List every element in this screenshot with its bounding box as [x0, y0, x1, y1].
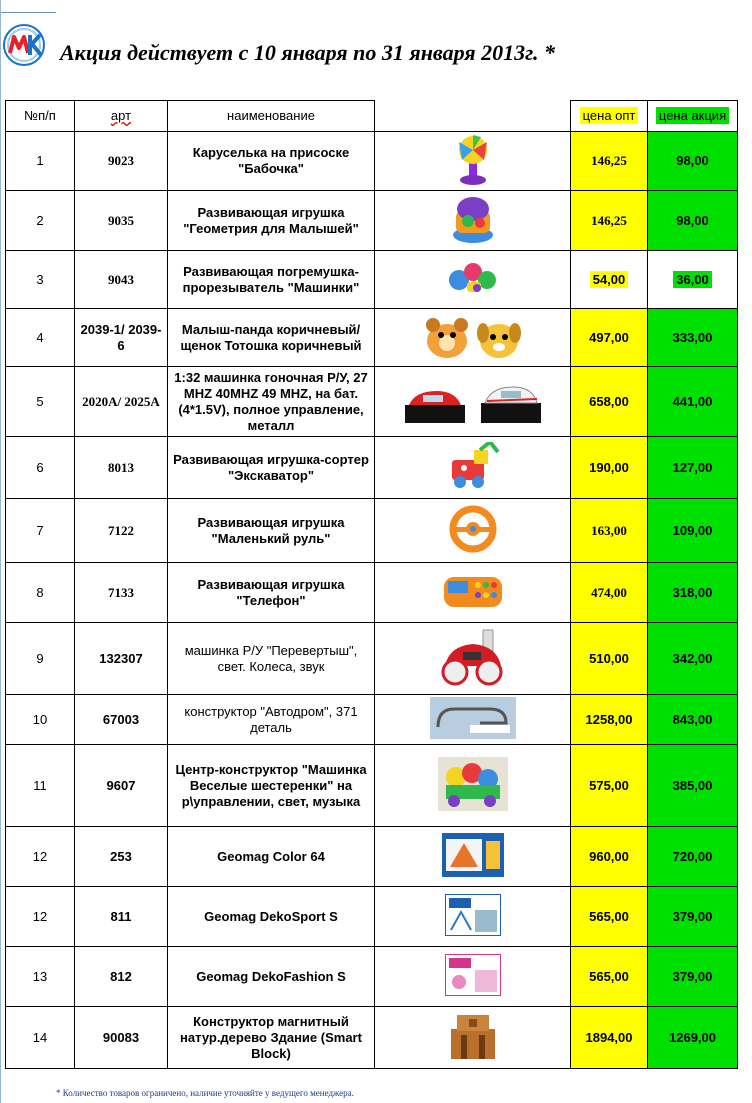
- row-image: [375, 563, 571, 623]
- geomag-color-image: [442, 833, 504, 881]
- flip-car-image: [439, 626, 507, 692]
- table-row: [6, 437, 738, 499]
- row-price-promo: 318,00: [648, 563, 738, 623]
- row-article: 2039-1/ 2039-6: [75, 309, 168, 367]
- footnote: * Количество товаров ограничено, наличие уточняйте у ведущего менеджера.: [56, 1088, 354, 1098]
- row-price-promo: 441,00: [648, 367, 738, 437]
- row-image: [375, 947, 571, 1007]
- geomag-dekosport-image: [445, 894, 501, 940]
- row-image: [375, 251, 571, 309]
- row-number: 3: [6, 251, 75, 309]
- row-price-opt: 497,00: [571, 309, 648, 367]
- row-price-promo: 720,00: [648, 827, 738, 887]
- header-image: [375, 101, 571, 132]
- row-price-promo: 342,00: [648, 623, 738, 695]
- row-price-opt: 54,00: [571, 251, 648, 309]
- table-row: [6, 745, 738, 827]
- row-price-promo: 1269,00: [648, 1007, 738, 1069]
- row-price-promo: 98,00: [648, 191, 738, 251]
- rc-cars-image: [403, 371, 543, 433]
- smart-block-image: [447, 1009, 499, 1067]
- row-number: 10: [6, 695, 75, 745]
- row-number: 7: [6, 499, 75, 563]
- row-number: 5: [6, 367, 75, 437]
- row-article: 9607: [75, 745, 168, 827]
- row-name: Geomag DekoFashion S: [168, 947, 375, 1007]
- steering-wheel-image: [449, 505, 497, 557]
- row-article: 811: [75, 887, 168, 947]
- page-title: Акция действует с 10 января по 31 января 2013г. *: [60, 40, 555, 65]
- row-article: 9035: [75, 191, 168, 251]
- rattle-toy-image: [447, 258, 499, 302]
- row-price-opt: 146,25: [571, 132, 648, 191]
- table-row: [6, 191, 738, 251]
- row-article: 8013: [75, 437, 168, 499]
- row-price-promo: 843,00: [648, 695, 738, 745]
- table-row: [6, 309, 738, 367]
- table-row: [6, 623, 738, 695]
- row-name: Развивающая игрушка "Геометрия для Малышей": [168, 191, 375, 251]
- row-article: 9043: [75, 251, 168, 309]
- row-price-promo: 379,00: [648, 947, 738, 1007]
- row-price-opt: 575,00: [571, 745, 648, 827]
- row-image: [375, 745, 571, 827]
- table-row: [6, 827, 738, 887]
- row-name: Geomag DekoSport S: [168, 887, 375, 947]
- row-image: [375, 367, 571, 437]
- geometry-toy-image: [450, 193, 496, 249]
- row-name: Конструктор магнитный натур.дерево Здание (Smart Block): [168, 1007, 375, 1069]
- row-article: 9023: [75, 132, 168, 191]
- header-name: наименование: [168, 101, 375, 132]
- row-number: 2: [6, 191, 75, 251]
- page-margin-line: [0, 0, 1, 1103]
- table-row: [6, 563, 738, 623]
- table-row: [6, 251, 738, 309]
- excavator-toy-image: [446, 442, 500, 494]
- row-price-promo: 379,00: [648, 887, 738, 947]
- row-price-opt: 146,25: [571, 191, 648, 251]
- row-price-promo: 385,00: [648, 745, 738, 827]
- row-article: 90083: [75, 1007, 168, 1069]
- geomag-dekofashion-image: [445, 954, 501, 1000]
- header-opt: цена опт: [571, 101, 648, 132]
- row-article: 2020A/ 2025A: [75, 367, 168, 437]
- row-article: 67003: [75, 695, 168, 745]
- header-num: №п/п: [6, 101, 75, 132]
- table-row: [6, 499, 738, 563]
- row-price-opt: 510,00: [571, 623, 648, 695]
- gears-car-image: [438, 757, 508, 815]
- row-price-promo: 109,00: [648, 499, 738, 563]
- row-price-opt: 163,00: [571, 499, 648, 563]
- company-logo: [0, 20, 50, 70]
- row-number: 12: [6, 827, 75, 887]
- row-image: [375, 309, 571, 367]
- row-price-opt: 190,00: [571, 437, 648, 499]
- row-image: [375, 623, 571, 695]
- row-price-opt: 1894,00: [571, 1007, 648, 1069]
- row-number: 13: [6, 947, 75, 1007]
- row-name: Развивающая игрушка-сортер "Экскаватор": [168, 437, 375, 499]
- row-number: 8: [6, 563, 75, 623]
- row-number: 9: [6, 623, 75, 695]
- header-art: арт: [75, 101, 168, 132]
- row-image: [375, 695, 571, 745]
- carousel-toy-image: [448, 132, 498, 190]
- row-image: [375, 191, 571, 251]
- price-table: [5, 100, 738, 1069]
- row-article: 7122: [75, 499, 168, 563]
- row-number: 6: [6, 437, 75, 499]
- row-name: машинка Р/У "Перевертыш", свет. Колеса, звук: [168, 623, 375, 695]
- row-name: Развивающая игрушка "Телефон": [168, 563, 375, 623]
- row-name: Малыш-панда коричневый/ щенок Тотошка коричневый: [168, 309, 375, 367]
- panda-puppy-image: [423, 311, 523, 365]
- row-price-opt: 1258,00: [571, 695, 648, 745]
- row-price-opt: 960,00: [571, 827, 648, 887]
- autodrom-image: [430, 697, 516, 743]
- row-image: [375, 499, 571, 563]
- row-article: 253: [75, 827, 168, 887]
- row-name: Развивающая игрушка "Маленький руль": [168, 499, 375, 563]
- row-image: [375, 437, 571, 499]
- table-row: [6, 367, 738, 437]
- phone-toy-image: [442, 571, 504, 615]
- row-name: Каруселька на присоске "Бабочка": [168, 132, 375, 191]
- row-name: Geomag Color 64: [168, 827, 375, 887]
- header-promo: цена акция: [648, 101, 738, 132]
- table-row: [6, 947, 738, 1007]
- row-name: 1:32 машинка гоночная Р/У, 27 MHZ 40MHZ 49 MHZ, на бат. (4*1.5V), полное управление, металл: [168, 367, 375, 437]
- row-article: 7133: [75, 563, 168, 623]
- row-image: [375, 132, 571, 191]
- row-price-opt: 565,00: [571, 947, 648, 1007]
- row-price-promo: 333,00: [648, 309, 738, 367]
- row-number: 12: [6, 887, 75, 947]
- row-number: 1: [6, 132, 75, 191]
- row-number: 4: [6, 309, 75, 367]
- row-price-opt: 565,00: [571, 887, 648, 947]
- row-name: конструктор "Автодром", 371 деталь: [168, 695, 375, 745]
- table-row: [6, 695, 738, 745]
- row-image: [375, 887, 571, 947]
- page-edge-line: [0, 12, 56, 13]
- row-price-opt: 658,00: [571, 367, 648, 437]
- row-image: [375, 1007, 571, 1069]
- row-number: 14: [6, 1007, 75, 1069]
- row-number: 11: [6, 745, 75, 827]
- table-row: [6, 1007, 738, 1069]
- row-price-opt: 474,00: [571, 563, 648, 623]
- row-price-promo: 127,00: [648, 437, 738, 499]
- table-row: [6, 887, 738, 947]
- row-price-promo: 36,00: [648, 251, 738, 309]
- row-article: 132307: [75, 623, 168, 695]
- table-row: [6, 132, 738, 191]
- row-image: [375, 827, 571, 887]
- table-header: [6, 101, 738, 132]
- row-name: Развивающая погремушка-прорезыватель "Машинки": [168, 251, 375, 309]
- row-name: Центр-конструктор "Машинка Веселые шестеренки" на р\управлении, свет, музыка: [168, 745, 375, 827]
- row-price-promo: 98,00: [648, 132, 738, 191]
- row-article: 812: [75, 947, 168, 1007]
